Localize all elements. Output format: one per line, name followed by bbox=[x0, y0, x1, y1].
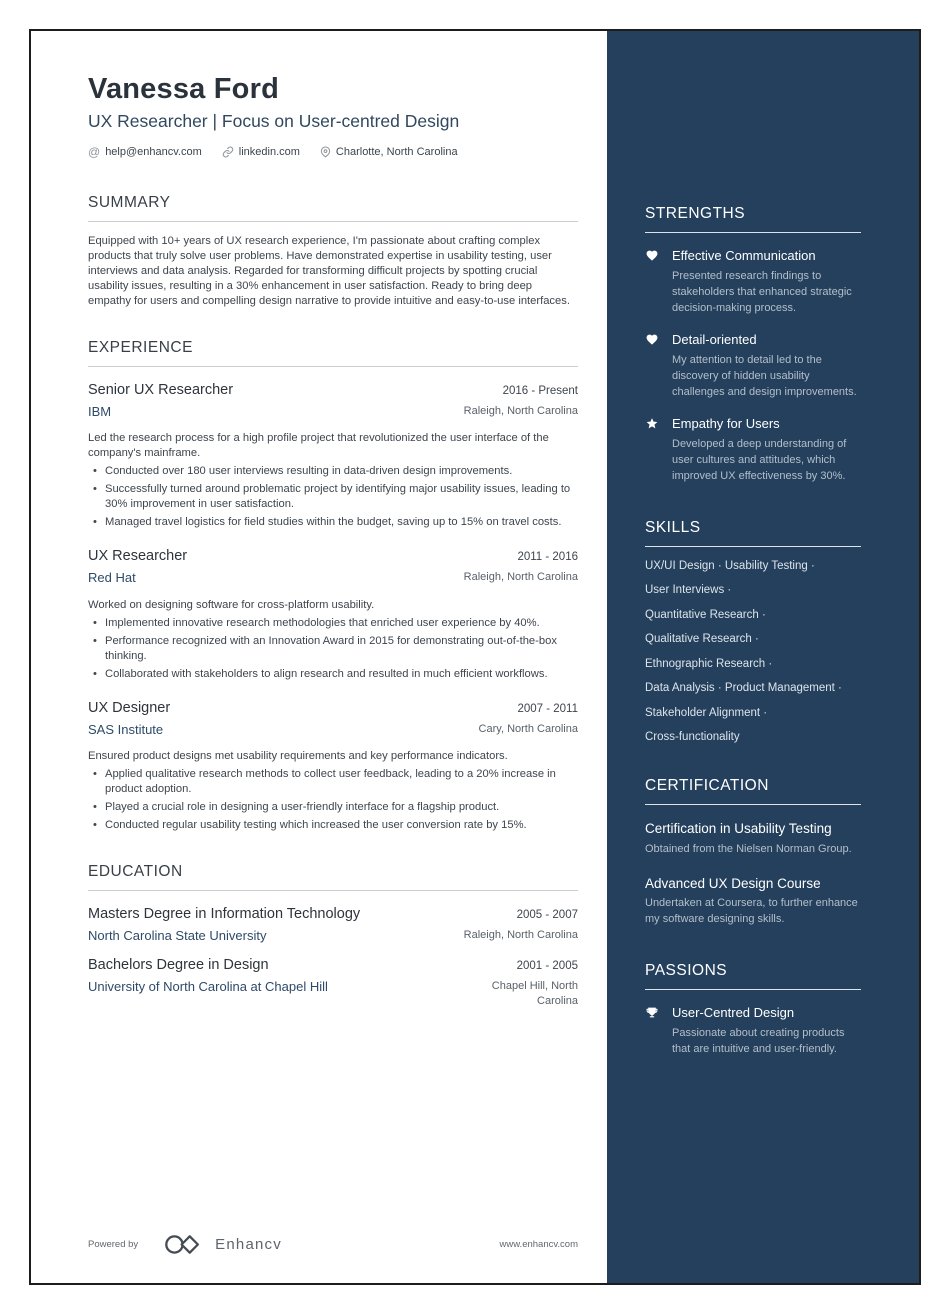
job-dates: 2007 - 2011 bbox=[517, 702, 578, 715]
footer-url[interactable]: www.enhancv.com bbox=[499, 1239, 578, 1250]
strength-description: My attention to detail led to the discovery of hidden usability challenges and design improvements. bbox=[672, 354, 857, 399]
job-bullet: • Conducted over 180 user interviews resulting in data-driven design improvements. bbox=[88, 464, 578, 479]
person-name: Vanessa Ford bbox=[88, 73, 279, 105]
education-entry bbox=[88, 906, 578, 943]
summary-text: Equipped with 10+ years of UX research experience, I'm passionate about crafting complex products that truly solve user problems. Have demonstrated expertise in usability testing, user interviews and data analysis. Regarded for transforming difficult projects by spotting crucial usability issues, resulting in a 30% enhancement in user satisfaction. Ready to bring deep empathy for users and compelling design narrative to provide intuitive and easy-to-use interfaces. bbox=[88, 235, 570, 307]
section-passions bbox=[645, 962, 861, 1058]
job-bullet: • Implemented innovative research methodologies that enriched user experience by 40%. bbox=[88, 616, 578, 631]
school-location: Chapel Hill, North Carolina bbox=[491, 979, 578, 1007]
school-name: University of North Carolina at Chapel Hill bbox=[88, 978, 328, 994]
job-description: Worked on designing software for cross-platform usability. bbox=[88, 598, 375, 611]
strength-item bbox=[645, 416, 861, 485]
job-dates: 2011 - 2016 bbox=[517, 551, 578, 564]
sidebar bbox=[607, 31, 919, 1283]
page-footer bbox=[88, 1218, 578, 1257]
job-bullets bbox=[88, 767, 578, 833]
education-entry bbox=[88, 957, 578, 1010]
experience-entry bbox=[88, 700, 578, 833]
job-bullet: • Applied qualitative research methods to collect user feedback, leading to a 20% increase in product adoption. bbox=[88, 767, 578, 797]
education-heading: EDUCATION bbox=[88, 863, 578, 891]
contact-row bbox=[88, 146, 578, 158]
contact-linkedin-text: linkedin.com bbox=[238, 146, 300, 158]
job-bullet: • Played a crucial role in designing a user-friendly interface for a flagship product. bbox=[88, 800, 578, 815]
experience-entry bbox=[88, 382, 578, 530]
strength-item bbox=[645, 248, 861, 317]
section-strengths bbox=[645, 205, 861, 485]
experience-heading: EXPERIENCE bbox=[88, 339, 578, 367]
passion-item bbox=[645, 1005, 861, 1058]
certification-title: Certification in Usability Testing bbox=[645, 821, 832, 837]
heart-icon bbox=[645, 249, 659, 262]
job-title: UX Researcher bbox=[88, 548, 188, 565]
skill-line: UX/UI Design · Usability Testing · bbox=[645, 559, 815, 572]
certification-item bbox=[645, 820, 861, 857]
certification-heading: CERTIFICATION bbox=[645, 777, 861, 805]
job-bullet: • Collaborated with stakeholders to align research and resulted in much efficient workflows. bbox=[88, 667, 578, 682]
degree-title: Masters Degree in Information Technology bbox=[88, 906, 361, 923]
main-column bbox=[31, 31, 607, 1283]
link-icon bbox=[222, 146, 234, 158]
school-name: North Carolina State University bbox=[88, 928, 267, 944]
skill-line: Quantitative Research · bbox=[645, 608, 766, 621]
enhancv-wordmark: Enhancv bbox=[215, 1236, 282, 1253]
passion-title: User-Centred Design bbox=[672, 1005, 795, 1021]
section-skills bbox=[645, 519, 861, 743]
job-location: Cary, North Carolina bbox=[478, 722, 578, 735]
experience-entry bbox=[88, 548, 578, 681]
job-dates: 2016 - Present bbox=[502, 385, 578, 397]
skill-line: Cross-functionality bbox=[645, 731, 740, 744]
contact-email-text: help@enhancv.com bbox=[105, 146, 202, 158]
degree-dates: 2005 - 2007 bbox=[516, 909, 578, 922]
resume-page bbox=[29, 29, 921, 1285]
job-bullet: • Conducted regular usability testing which increased the user conversion rate by 15%. bbox=[88, 818, 578, 833]
degree-dates: 2001 - 2005 bbox=[516, 959, 578, 972]
contact-linkedin[interactable] bbox=[222, 146, 300, 158]
skill-line: User Interviews · bbox=[645, 584, 732, 597]
passions-heading: PASSIONS bbox=[645, 962, 861, 990]
resume-header bbox=[88, 73, 578, 158]
location-pin-icon bbox=[320, 146, 331, 158]
degree-title: Bachelors Degree in Design bbox=[88, 956, 269, 973]
job-company: IBM bbox=[88, 404, 112, 419]
trophy-icon bbox=[645, 1006, 659, 1019]
job-location: Raleigh, North Carolina bbox=[463, 405, 578, 417]
school-location: Raleigh, North Carolina bbox=[463, 929, 578, 942]
strength-title: Empathy for Users bbox=[672, 416, 780, 432]
skill-line: Ethnographic Research · bbox=[645, 657, 773, 670]
job-company: Red Hat bbox=[88, 570, 136, 586]
at-icon: @ bbox=[88, 145, 101, 159]
job-company: SAS Institute bbox=[88, 721, 164, 737]
contact-email[interactable] bbox=[88, 146, 202, 158]
job-bullet: • Managed travel logistics for field studies within the budget, saving up to 15% on travel costs. bbox=[88, 515, 578, 530]
summary-heading: SUMMARY bbox=[88, 194, 578, 222]
skill-line: Data Analysis · Product Management · bbox=[645, 682, 842, 695]
skill-line: Stakeholder Alignment · bbox=[645, 706, 768, 719]
heart-icon bbox=[645, 333, 659, 346]
section-experience bbox=[88, 339, 578, 833]
passion-description: Passionate about creating products that are intuitive and user-friendly. bbox=[672, 1027, 845, 1056]
certification-description: Undertaken at Coursera, to further enhance my software designing skills. bbox=[645, 897, 858, 926]
certification-item bbox=[645, 875, 861, 928]
job-description: Led the research process for a high profile project that revolutionized the user interface of the company's mainframe. bbox=[88, 432, 549, 460]
strength-title: Detail-oriented bbox=[672, 332, 757, 348]
person-title: UX Researcher | Focus on User-centred Design bbox=[88, 111, 460, 131]
section-education bbox=[88, 863, 578, 1009]
job-bullet: • Successfully turned around problematic project by identifying major usability issues, leading to 30% improvement in user satisfaction. bbox=[88, 482, 578, 512]
strength-description: Presented research findings to stakeholders that enhanced strategic decision-making process. bbox=[672, 270, 852, 315]
strength-description: Developed a deep understanding of user cultures and attitudes, which improved UX effectiveness by 30%. bbox=[672, 438, 847, 483]
job-bullets bbox=[88, 464, 578, 530]
skill-line: Qualitative Research · bbox=[645, 633, 759, 646]
job-bullets bbox=[88, 616, 578, 682]
job-title: Senior UX Researcher bbox=[88, 382, 234, 398]
certification-title: Advanced UX Design Course bbox=[645, 875, 821, 891]
powered-by-label: Powered by bbox=[88, 1239, 139, 1250]
strengths-heading: STRENGTHS bbox=[645, 205, 861, 233]
strength-item bbox=[645, 332, 861, 401]
contact-location-text: Charlotte, North Carolina bbox=[335, 146, 458, 158]
contact-location bbox=[320, 146, 458, 158]
star-icon bbox=[645, 417, 659, 430]
job-title: UX Designer bbox=[88, 699, 171, 716]
certification-description: Obtained from the Nielsen Norman Group. bbox=[645, 842, 852, 855]
enhancv-logo-icon bbox=[162, 1232, 206, 1257]
job-bullet: • Performance recognized with an Innovation Award in 2015 for demonstrating out-of-the-box thinking. bbox=[88, 634, 578, 664]
strength-title: Effective Communication bbox=[672, 248, 816, 263]
job-location: Raleigh, North Carolina bbox=[463, 571, 578, 584]
section-certification bbox=[645, 777, 861, 928]
section-summary bbox=[88, 194, 578, 309]
skills-heading: SKILLS bbox=[645, 519, 861, 547]
job-description: Ensured product designs met usability requirements and key performance indicators. bbox=[88, 750, 508, 763]
